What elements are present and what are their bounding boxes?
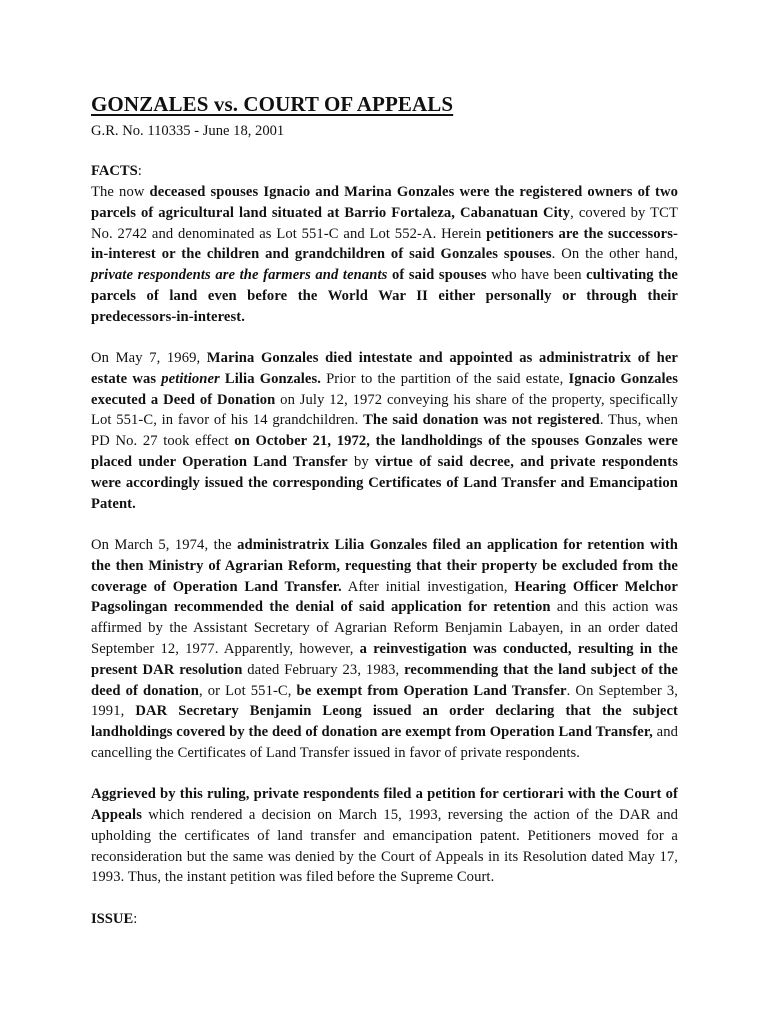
paragraph-3-run-12: DAR Secretary Benjamin Leong issued an order declaring that the subject landholdings covered by the deed of donation are exempt from Operation Land Transfer, bbox=[91, 703, 678, 741]
paragraph-2-run-1: On May 7, 1969, bbox=[91, 350, 207, 367]
facts-paragraph-4 bbox=[91, 784, 678, 888]
paragraph-3-run-11: . On September 3, 1991, bbox=[91, 682, 678, 720]
paragraph-2-run-3: petitioner bbox=[161, 370, 220, 387]
paragraph-3-run-7: dated February 23, 1983, bbox=[242, 661, 405, 678]
paragraph-3-run-8: recommending that the land subject of the deed of donation bbox=[91, 661, 678, 699]
paragraph-3-run-13: and cancelling the Certificates of Land Transfer issued in favor of private respondents. bbox=[91, 724, 678, 761]
facts-heading-label: FACTS bbox=[91, 163, 138, 179]
paragraph-1-run-4: petitioners are the successors-in-interest or the children and grandchildren of said Gonzales spouses bbox=[91, 225, 678, 263]
paragraph-2-run-7: on July 12, 1972 conveying his share of the property, specifically Lot 551-C, in favor of his 14 grandchildren. bbox=[91, 391, 678, 429]
paragraph-2-run-8: The said donation was not registered bbox=[363, 412, 600, 429]
paragraph-2-run-4: Lilia Gonzales. bbox=[219, 370, 321, 387]
paragraph-2-run-6: Ignacio Gonzales executed a Deed of Donation bbox=[91, 370, 678, 408]
paragraph-1-run-3: , covered by TCT No. 2742 and denominated as Lot 551-C and Lot 552-A. Herein bbox=[91, 204, 678, 242]
issue-heading-label: ISSUE bbox=[91, 910, 134, 927]
paragraph-1-run-5: . On the other hand, bbox=[551, 246, 678, 263]
facts-heading-colon: : bbox=[137, 163, 142, 179]
paragraph-1-run-8: who have been bbox=[486, 267, 587, 284]
paragraph-2-run-10: on October 21, 1972, the landholdings of the spouses Gonzales were placed under Operation Land Transfer bbox=[91, 433, 678, 471]
case-citation: G.R. No. 110335 - June 18, 2001 bbox=[91, 123, 285, 139]
paragraph-3-run-5: and this action was affirmed by the Assistant Secretary of Agrarian Reform Benjamin Labayen, in an order dated September 12, 1977. Apparently, however, bbox=[91, 599, 678, 657]
paragraph-1-run-6: private respondents are the farmers and tenants bbox=[91, 267, 388, 284]
paragraph-1-run-1: The now bbox=[91, 184, 150, 200]
case-title: GONZALES vs. COURT OF APPEALS bbox=[91, 92, 454, 116]
paragraph-3-run-4: Hearing Officer Melchor Pagsolingan recommended the denial of said application for retention bbox=[91, 578, 678, 616]
paragraph-3-run-10: be exempt from Operation Land Transfer bbox=[296, 682, 567, 699]
facts-paragraph-2 bbox=[91, 348, 678, 514]
paragraph-2-run-11: by bbox=[347, 454, 375, 471]
facts-paragraph-3 bbox=[91, 535, 678, 764]
facts-heading bbox=[91, 161, 678, 182]
paragraph-3-run-6: a reinvestigation was conducted, resulting in the present DAR resolution bbox=[91, 640, 678, 678]
paragraph-2-run-12: virtue of said decree, and private respondents were accordingly issued the corresponding Certificates of Land Transfer and Emancipation Patent. bbox=[91, 454, 678, 512]
paragraph-3-run-3: After initial investigation, bbox=[341, 578, 515, 595]
paragraph-4-run-2: which rendered a decision on March 15, 1993, reversing the action of the DAR and upholding the certificates of land transfer and emancipation patent. Petitioners moved for a reconsideration but the same was denied by the Court of Appeals in its Resolution dated May 17, 1993. Thus, the instant petition was filed before the Supreme Court. bbox=[91, 807, 678, 886]
paragraph-2-run-9: . Thus, when PD No. 27 took effect bbox=[91, 412, 678, 450]
paragraph-4-run-1: Aggrieved by this ruling, private respondents filed a petition for certiorari with the Court of Appeals bbox=[91, 786, 678, 824]
issue-heading-colon: : bbox=[133, 910, 138, 927]
paragraph-2-run-2: Marina Gonzales died intestate and appointed as administratrix of her estate was bbox=[91, 350, 678, 387]
paragraph-3-run-9: , or Lot 551-C, bbox=[198, 682, 297, 699]
paragraph-2-run-5: Prior to the partition of the said estate, bbox=[321, 370, 569, 387]
paragraph-3-run-1: On March 5, 1974, the bbox=[91, 536, 238, 553]
paragraph-1-run-7: of said spouses bbox=[387, 267, 487, 284]
paragraph-1-run-9: cultivating the parcels of land even before the World War II either personally or through their predecessors-in-interest. bbox=[91, 267, 678, 325]
paragraph-1-run-2: deceased spouses Ignacio and Marina Gonzales were the registered owners of two parcels of agricultural land situated at Barrio Fortaleza, Cabanatuan City bbox=[91, 184, 679, 221]
paragraph-3-run-2: administratrix Lilia Gonzales filed an application for retention with the then Ministry of Agrarian Reform, requesting that their property be excluded from the coverage of Operation Land Transfer. bbox=[91, 536, 678, 595]
issue-heading bbox=[91, 909, 678, 930]
facts-paragraph-1 bbox=[91, 182, 678, 328]
